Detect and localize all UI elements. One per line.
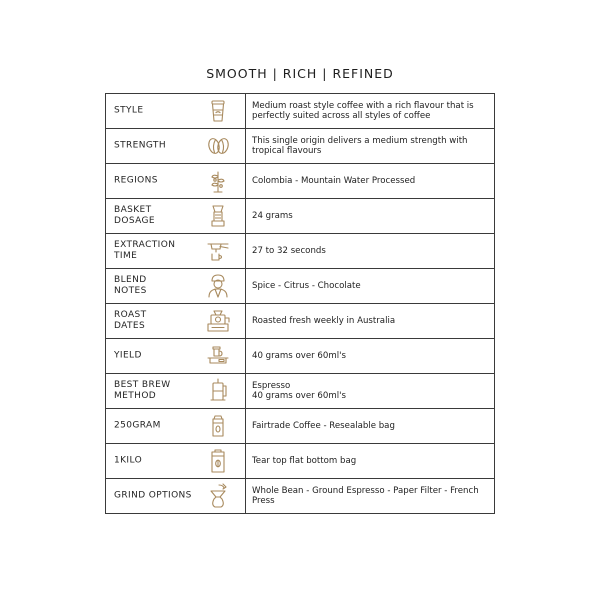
row-value-cell bbox=[246, 199, 495, 234]
table-row bbox=[106, 339, 495, 374]
row-label-cell bbox=[106, 234, 246, 269]
row-label-cell bbox=[106, 479, 246, 514]
row-value-cell bbox=[246, 444, 495, 479]
row-value: Spice - Citrus - Chocolate bbox=[252, 280, 361, 291]
row-label: STRENGTH bbox=[114, 140, 167, 151]
table-row bbox=[106, 94, 495, 129]
pour-over-icon bbox=[205, 483, 231, 509]
table-row bbox=[106, 234, 495, 269]
table-row bbox=[106, 269, 495, 304]
row-label: GRIND OPTIONS bbox=[114, 490, 192, 501]
row-value-cell bbox=[246, 339, 495, 374]
french-press-icon bbox=[205, 378, 231, 404]
row-label-cell bbox=[106, 94, 246, 129]
row-value: 27 to 32 seconds bbox=[252, 245, 326, 256]
row-label: ROAST DATES bbox=[114, 310, 147, 331]
page-heading: SMOOTH | RICH | REFINED bbox=[206, 66, 394, 81]
row-label: 1KILO bbox=[114, 455, 143, 466]
row-label: YIELD bbox=[114, 350, 142, 361]
coffee-spec-table bbox=[105, 93, 495, 514]
row-value: Tear top flat bottom bag bbox=[252, 455, 357, 466]
row-label: STYLE bbox=[114, 105, 144, 116]
coffee-plant-icon bbox=[205, 168, 231, 194]
row-value-cell bbox=[246, 94, 495, 129]
scale-icon bbox=[205, 343, 231, 369]
table-row bbox=[106, 129, 495, 164]
row-label-cell bbox=[106, 129, 246, 164]
barista-icon bbox=[205, 273, 231, 299]
row-label-cell bbox=[106, 199, 246, 234]
row-label: REGIONS bbox=[114, 175, 158, 186]
row-value: 24 grams bbox=[252, 210, 293, 221]
row-label-cell bbox=[106, 164, 246, 199]
table-row bbox=[106, 444, 495, 479]
row-value: Espresso 40 grams over 60ml's bbox=[252, 380, 346, 401]
grinder-icon bbox=[205, 203, 231, 229]
row-label: 250GRAM bbox=[114, 420, 161, 431]
row-value: 40 grams over 60ml's bbox=[252, 350, 346, 361]
row-value-cell bbox=[246, 409, 495, 444]
row-label: BASKET DOSAGE bbox=[114, 205, 155, 226]
row-label-cell bbox=[106, 339, 246, 374]
row-value-cell bbox=[246, 164, 495, 199]
row-value-cell bbox=[246, 374, 495, 409]
row-label-cell bbox=[106, 304, 246, 339]
row-value-cell bbox=[246, 234, 495, 269]
row-value: Fairtrade Coffee - Resealable bag bbox=[252, 420, 395, 431]
table-row bbox=[106, 409, 495, 444]
coffee-bean-icon bbox=[205, 133, 231, 159]
row-label-cell bbox=[106, 374, 246, 409]
table-row bbox=[106, 479, 495, 514]
row-label-cell bbox=[106, 269, 246, 304]
row-value-cell bbox=[246, 479, 495, 514]
row-label-cell bbox=[106, 444, 246, 479]
large-bag-icon bbox=[205, 448, 231, 474]
row-label: EXTRACTION TIME bbox=[114, 240, 176, 261]
row-value-cell bbox=[246, 269, 495, 304]
small-bag-icon bbox=[205, 413, 231, 439]
table-row bbox=[106, 199, 495, 234]
row-value-cell bbox=[246, 304, 495, 339]
table-row bbox=[106, 164, 495, 199]
row-value: Colombia - Mountain Water Processed bbox=[252, 175, 416, 186]
row-value-cell bbox=[246, 129, 495, 164]
table-row bbox=[106, 304, 495, 339]
row-value: Medium roast style coffee with a rich flavour that is perfectly suited across all styles of coffee bbox=[252, 100, 474, 121]
row-label-cell bbox=[106, 409, 246, 444]
row-value: Roasted fresh weekly in Australia bbox=[252, 315, 396, 326]
row-value: This single origin delivers a medium strength with tropical flavours bbox=[252, 135, 468, 156]
table-row bbox=[106, 374, 495, 409]
row-label: BEST BREW METHOD bbox=[114, 380, 171, 401]
roaster-icon bbox=[205, 308, 231, 334]
portafilter-icon bbox=[205, 238, 231, 264]
takeaway-cup-icon bbox=[205, 98, 231, 124]
row-value: Whole Bean - Ground Espresso - Paper Filter - French Press bbox=[252, 485, 479, 506]
row-label: BLEND NOTES bbox=[114, 275, 147, 296]
